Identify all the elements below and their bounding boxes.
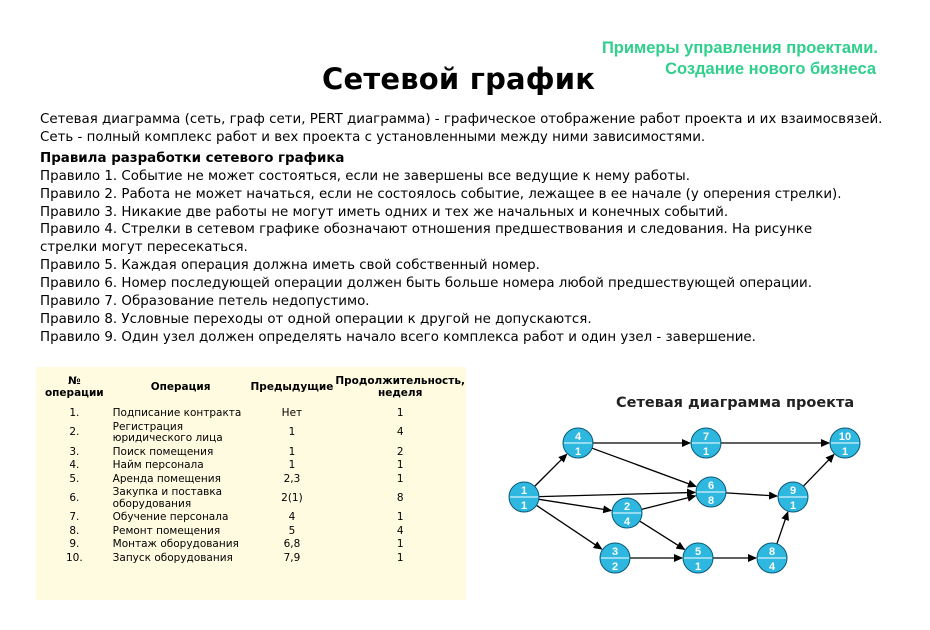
rules-heading: Правила разработки сетевого графика	[40, 150, 345, 166]
node-top-label: 1	[520, 485, 528, 497]
rule-6: Правило 6. Номер последующей операции должен быть больше номера любой предшествующей операции.	[40, 276, 813, 292]
node-bottom-label: 2	[611, 561, 619, 573]
cell-operation: Запуск оборудования	[112, 551, 233, 564]
network-definition: Сеть - полный комплекс работ и вех проекта с установленными между ними зависимостями.	[40, 129, 706, 145]
node-top-label: 3	[611, 546, 619, 558]
node-bottom-label: 1	[520, 500, 528, 512]
node-bottom-label: 1	[574, 446, 582, 458]
diagram-node-5	[683, 543, 713, 573]
diagram-node-3	[600, 543, 630, 573]
edge-n6-n9	[726, 493, 777, 496]
definition-paragraph: Сетевая диаграмма (сеть, граф сети, PERT диаграмма) - графическое отображение работ проекта и их взаимосвязей.	[40, 112, 883, 127]
rule-4: Правило 4. Стрелки в сетевом графике обозначают отношения предшествования и следования. На рисунке стрелки могут пересекаться.	[40, 222, 813, 256]
cell-number: 10.	[65, 551, 83, 564]
rule-3: Правило 3. Никакие две работы не могут иметь одних и тех же начальных и конечных событий.	[40, 204, 729, 220]
cell-predecessors: 2,3	[283, 472, 301, 485]
cell-operation: Регистрация юридического лица	[112, 420, 223, 444]
cell-predecessors: 1	[288, 445, 296, 458]
cell-duration: 2	[396, 445, 404, 458]
node-bottom-label: 1	[694, 561, 702, 573]
cell-predecessors: 1	[288, 459, 296, 471]
course-subtitle-line1: Примеры управления проектами.	[601, 39, 878, 57]
cell-number: 3.	[69, 445, 80, 458]
diagram-node-6	[696, 477, 726, 507]
cell-operation: Закупка и поставка оборудования	[112, 486, 223, 510]
cell-predecessors: 7,9	[283, 551, 301, 564]
column-header-predecessors: Предыдущие	[250, 381, 334, 393]
cell-number: 9.	[69, 538, 80, 550]
node-bottom-label: 1	[789, 500, 797, 512]
cell-number: 6.	[69, 491, 80, 504]
cell-operation: Подписание контракта	[112, 407, 242, 419]
cell-number: 7.	[69, 511, 80, 523]
cell-duration: 4	[396, 524, 404, 537]
page-title: Сетевой график	[322, 62, 596, 96]
edge-n1-n3	[536, 505, 601, 549]
cell-operation: Монтаж оборудования	[112, 538, 239, 550]
cell-operation: Аренда помещения	[112, 472, 221, 485]
edge-n2-n5	[640, 521, 685, 549]
cell-number: 4.	[69, 459, 80, 471]
node-top-label: 2	[623, 501, 631, 513]
cell-duration: 1	[396, 511, 404, 523]
cell-predecessors: 5	[288, 524, 296, 537]
diagram-node-7	[691, 428, 721, 458]
cell-operation: Обучение персонала	[112, 511, 229, 523]
edge-n1-n6	[539, 492, 695, 496]
rule-1: Правило 1. Событие не может состояться, если не завершены все ведущие к нему работы.	[40, 168, 690, 184]
node-top-label: 5	[694, 546, 702, 558]
cell-number: 5.	[69, 472, 80, 485]
diagram-nodes	[509, 428, 860, 573]
node-bottom-label: 8	[707, 495, 715, 507]
cell-predecessors: 4	[288, 511, 296, 523]
node-top-label: 8	[768, 546, 776, 558]
node-bottom-label: 1	[841, 446, 849, 458]
course-subtitle-line2: Создание нового бизнеса	[665, 60, 876, 78]
diagram-node-9	[778, 482, 808, 512]
cell-duration: 1	[396, 472, 404, 485]
diagram-node-4	[563, 428, 593, 458]
cell-predecessors: 2(1)	[281, 491, 303, 504]
rule-7: Правило 7. Образование петель недопустимо.	[40, 294, 370, 310]
rule-5: Правило 5. Каждая операция должна иметь свой собственный номер.	[40, 258, 540, 274]
column-header-number: № операции	[44, 375, 104, 399]
cell-duration: 4	[396, 426, 404, 439]
edge-n2-n6	[642, 496, 696, 509]
diagram-title: Сетевая диаграмма проекта	[616, 395, 855, 411]
cell-predecessors: 1	[288, 426, 296, 439]
node-top-label: 7	[702, 431, 710, 443]
cell-number: 2.	[69, 426, 80, 439]
node-bottom-label: 1	[702, 446, 710, 458]
cell-duration: 1	[396, 551, 404, 564]
cell-predecessors: 6,8	[283, 538, 301, 550]
diagram-node-10	[830, 428, 860, 458]
node-top-label: 10	[838, 431, 852, 443]
edge-n4-n6	[592, 448, 696, 486]
column-header-duration: Продолжительность, неделя	[335, 375, 465, 399]
diagram-node-8	[757, 543, 787, 573]
node-bottom-label: 4	[623, 516, 631, 528]
node-top-label: 6	[707, 480, 715, 492]
cell-duration: 8	[396, 491, 404, 504]
rule-2: Правило 2. Работа не может начаться, если не состоялось событие, лежащее в ее начале (у оперения стрелки).	[40, 186, 842, 202]
cell-operation: Найм персонала	[112, 459, 204, 471]
rule-8: Правило 8. Условные переходы от одной операции к другой не допускаются.	[40, 311, 592, 327]
diagram-node-1	[509, 482, 539, 512]
node-top-label: 9	[789, 485, 797, 497]
cell-predecessors: Нет	[281, 407, 303, 419]
cell-operation: Поиск помещения	[112, 445, 214, 458]
edge-n9-n10	[803, 455, 833, 487]
cell-duration: 1	[396, 538, 404, 550]
node-top-label: 4	[574, 431, 582, 443]
cell-number: 1.	[69, 407, 80, 419]
cell-operation: Ремонт помещения	[112, 524, 221, 537]
edge-n8-n9	[777, 512, 788, 544]
node-bottom-label: 4	[768, 561, 776, 573]
column-header-operation: Операция	[150, 381, 211, 393]
diagram-node-2	[612, 498, 642, 528]
cell-duration: 1	[396, 459, 404, 471]
cell-duration: 1	[396, 407, 404, 419]
edge-n1-n2	[539, 499, 611, 510]
edge-n1-n4	[535, 454, 567, 486]
rule-9: Правило 9. Один узел должен определять начало всего комплекса работ и один узел - завершение.	[40, 329, 756, 345]
cell-number: 8.	[69, 524, 80, 537]
